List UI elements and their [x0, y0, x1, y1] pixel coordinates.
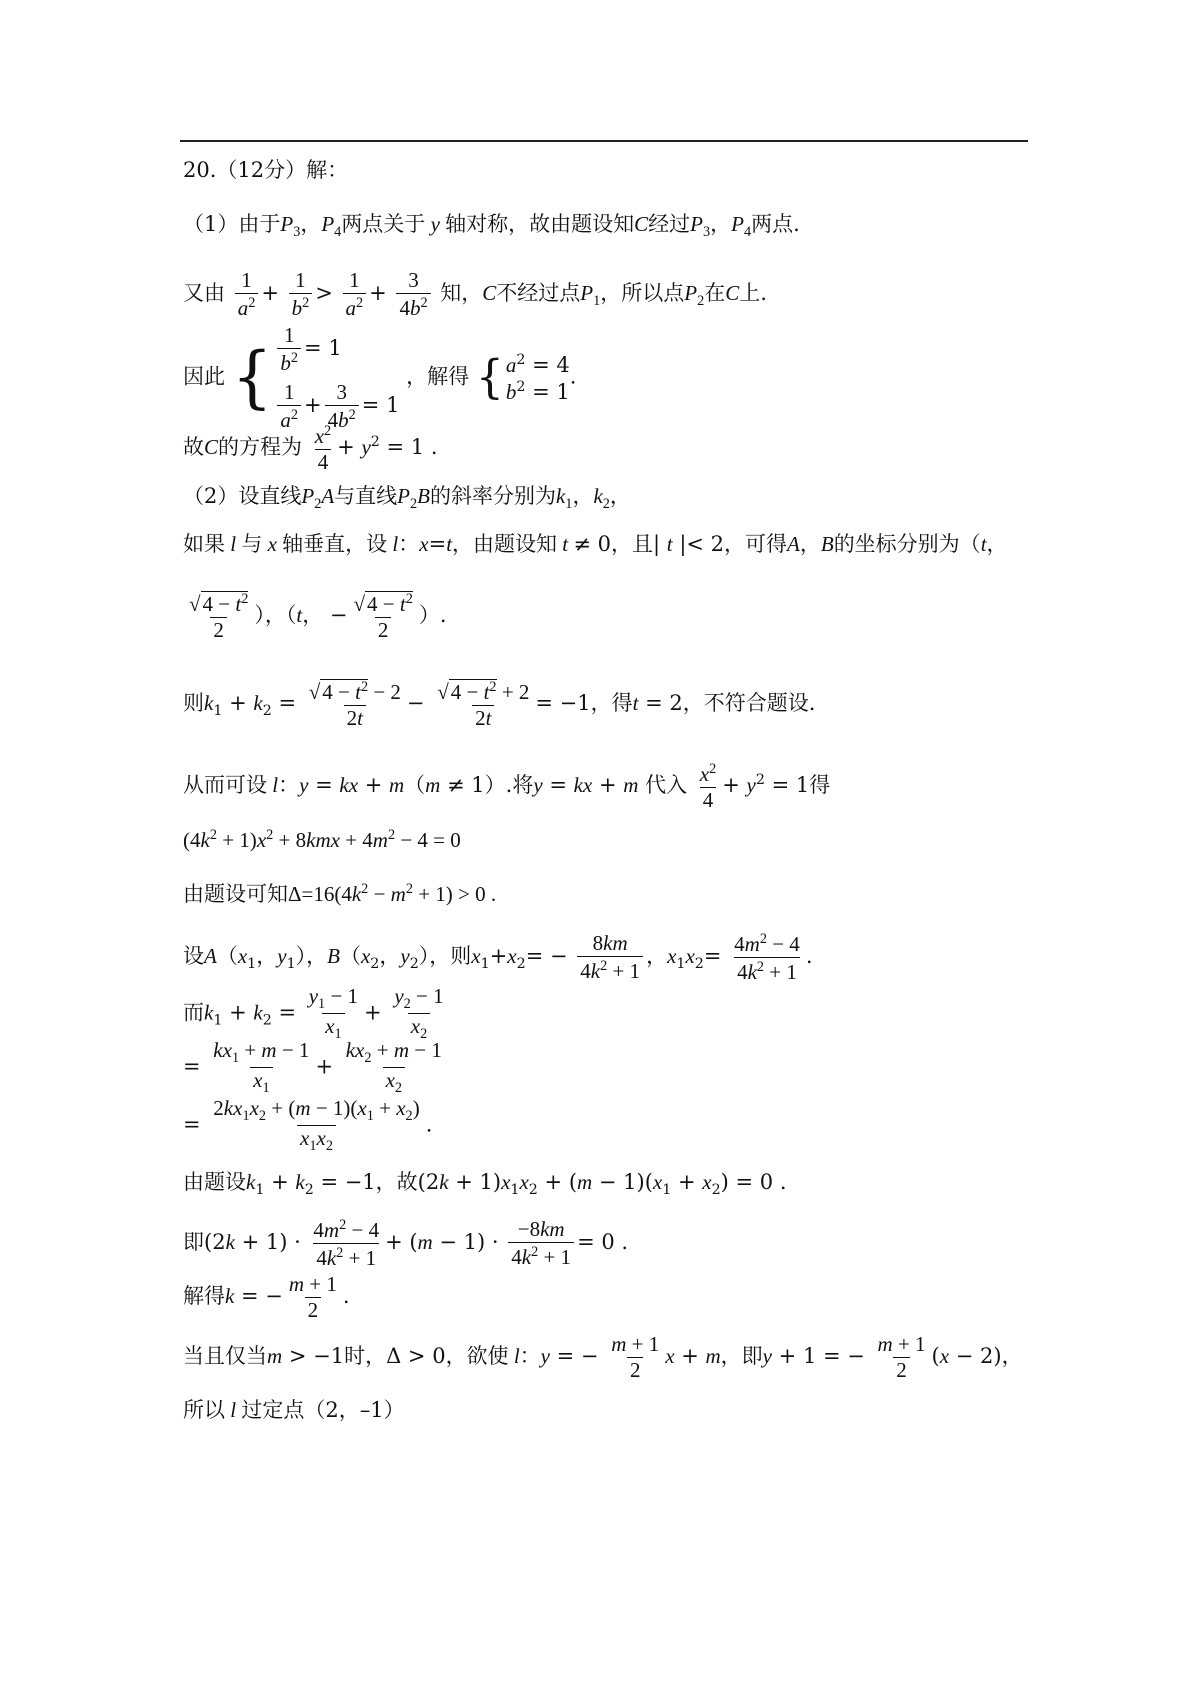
line-substitution: 从而可设 l：y = kx + m（m ≠ 1）.将y = kx + m 代入 $\frac{x^2}{4}$ + $y^2 = 1$得: [183, 761, 831, 812]
condition-line: 由题设$k_1 + k_2 = -1$，故$(2k + 1)x_1x_2 + (m - 1)(x_1 + x_2) = 0$ .: [183, 1170, 787, 1198]
discriminant-line: 由题设可知$\Delta=16(4k^2 - m^2 + 1) > 0$ .: [183, 881, 497, 906]
slope-sum-line: 则$k_1 + k_2$ = $\frac{√4 - t^2 - 2}{2t}$ − $\frac{√4 - t^2 + 2}{2t}$ = −1，得t = 2，不符合题设.: [183, 679, 816, 730]
system-line: 因此 { $\frac{1}{b^2}$ = 1 $\frac{1}{a^2}$ + $\frac{3}{4b^2}$ = 1 ，解得 { $a^2 = 4$ $b^2 = 1$ .: [183, 323, 577, 432]
slope-expression-3: = $\frac{2kx_1x_2 + (m - 1)(x_1 + x_2)}{x_1x_2}$ .: [183, 1096, 433, 1155]
ellipse-equation-line: 故C的方程为 $\frac{x^2}{4}$ + $y^2 = 1$ .: [183, 423, 438, 474]
vertical-case-line: 如果 l 与 x 轴垂直，设 l：x=t，由题设知 t ≠ 0，且| t |< 2，可得A，B的坐标分别为（t，: [183, 532, 1008, 556]
slope-expression-2: = $\frac{kx_1 + m - 1}{x_1}$ + $\frac{kx_2 + m - 1}{x_2}$: [183, 1038, 442, 1097]
equation-system-2: { $a^2 = 4$ $b^2 = 1$: [475, 350, 570, 405]
quadratic-line: $(4k^2 + 1)x^2 + 8kmx + 4m^2 - 4 = 0$: [183, 827, 461, 852]
coordinates-line: $\frac{√4 - t^2}{2}$ ），（t， − $\frac{√4 - t^2}{2}$ ）.: [189, 591, 447, 642]
solve-k-line: 解得k = − $\frac{m + 1}{2}$ .: [183, 1272, 350, 1322]
step-1-inequality-line: 又由 $\frac{1}{a^2}$ + $\frac{1}{b^2}$ > $\frac{1}{a^2}$ + $\frac{3}{4b^2}$ 知，C不经过点$P_1$，所以点$P_2$在C上.: [183, 268, 767, 320]
problem-header: 20.（12分）解：: [183, 158, 349, 182]
fixed-point-line: 所以 l 过定点（2，–1）: [183, 1398, 405, 1422]
step-2-line: （2）设直线$P_2A$与直线$P_2B$的斜率分别为$k_1$，$k_2$，: [183, 484, 631, 512]
equation-system-1: { $\frac{1}{b^2}$ = 1 $\frac{1}{a^2}$ + $\frac{3}{4b^2}$ = 1: [231, 323, 400, 432]
slope-expression-1: 而$k_1 + k_2$ = $\frac{y_1 - 1}{x_1}$ + $\frac{y_2 - 1}{x_2}$: [183, 984, 444, 1043]
substituted-condition-line: 即(2k + 1) · $\frac{4m^2 - 4}{4k^2 + 1}$ + (m − 1) · $\frac{-8km}{4k^2 + 1}$ = 0 .: [183, 1216, 629, 1270]
line-equation-line: 当且仅当m > −1时，Δ > 0，欲使 l：y = − $\frac{m + 1}{2}$ x + m，即y + 1 = − $\frac{m + 1}{2}$ (x − 2)，: [183, 1332, 1023, 1382]
vieta-line: 设$A(x_1$，$y_1$），$B(x_2$，$y_2$），则$x_1+x_2=$ − $\frac{8km}{4k^2 + 1}$ ，$x_1x_2=$ $\frac{4m^2 - 4}{4k^2 + 1}$ .: [183, 930, 813, 984]
step-1-line: （1）由于$P_3$，$P_4$两点关于 y 轴对称，故由题设知C经过$P_3$，$P_4$两点.: [183, 212, 800, 240]
top-rule: [180, 140, 1028, 142]
